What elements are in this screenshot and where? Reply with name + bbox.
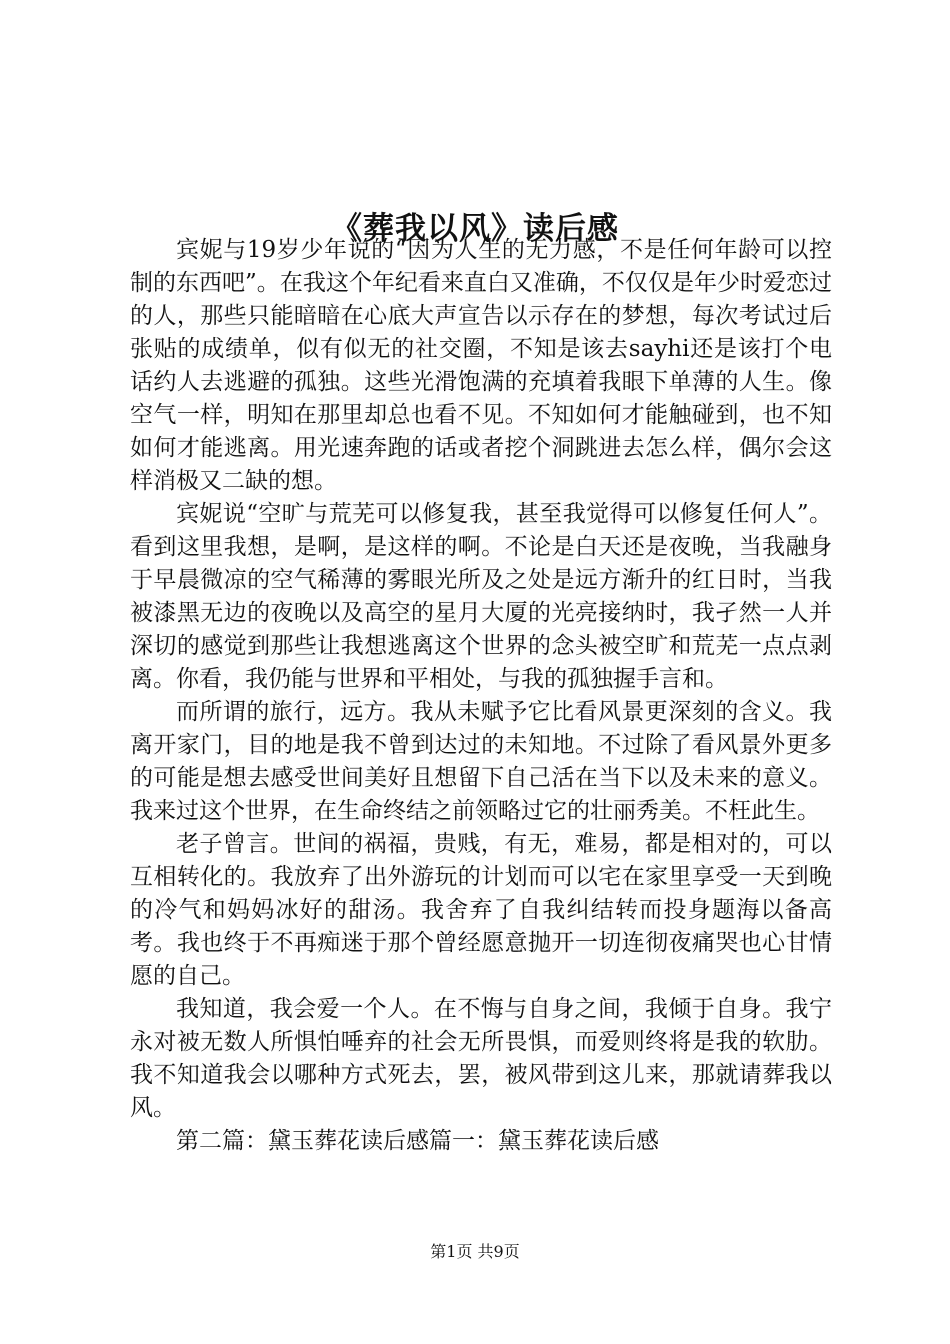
document-body: [130, 234, 832, 1158]
paragraph-4: 老子曾言。世间的祸福，贵贱，有无，难易，都是相对的，可以互相转化的。我放弃了出外游玩的计划而可以宅在家里享受一天到晚的冷气和妈妈冰好的甜汤。我舍弃了自我纠结转而投身题海以备高考。我也终于不再痴迷于那个曾经愿意抛开一切连彻夜痛哭也心甘情愿的自己。: [130, 831, 832, 989]
document-title: 《葬我以风》读后感: [331, 210, 619, 247]
next-section-heading: 第二篇：黛玉葬花读后感篇一：黛玉葬花读后感: [176, 1128, 659, 1154]
paragraph-5: 我知道，我会爱一个人。在不悔与自身之间，我倾于自身。我宁永对被无数人所惧怕唾弃的社会无所畏惧，而爱则终将是我的软肋。我不知道我会以哪种方式死去，罢，被风带到这儿来，那就请葬我以风。: [130, 996, 832, 1121]
paragraph-3: 而所谓的旅行，远方。我从未赋予它比看风景更深刻的含义。我离开家门，目的地是我不曾到达过的未知地。不过除了看风景外更多的可能是想去感受世间美好且想留下自己活在当下以及未来的意义。我来过这个世界，在生命终结之前领略过它的壮丽秀美。不枉此生。: [130, 699, 832, 824]
paragraph-2: 宾妮说“空旷与荒芜可以修复我，甚至我觉得可以修复任何人”。看到这里我想，是啊，是这样的啊。不论是白天还是夜晚，当我融身于早晨微凉的空气稀薄的雾眼光所及之处是远方渐升的红日时，当我被漆黑无边的夜晚以及高空的星月大厦的光亮接纳时，我孑然一人并深切的感觉到那些让我想逃离这个世界的念头被空旷和荒芜一点点剥离。你看，我仍能与世界和平相处，与我的孤独握手言和。: [130, 501, 832, 692]
paragraph-1: 宾妮与19岁少年说的“因为人生的无力感，不是任何年龄可以控制的东西吧”。在我这个年纪看来直白又准确，不仅仅是年少时爱恋过的人，那些只能暗暗在心底大声宣告以示存在的梦想，每次考试过后张贴的成绩单，似有似无的社交圈，不知是该去sayhi还是该打个电话约人去逃避的孤独。这些光滑饱满的充填着我眼下单薄的人生。像空气一样，明知在那里却总也看不见。不知如何才能触碰到，也不知如何才能逃离。用光速奔跑的话或者挖个洞跳进去怎么样，偶尔会这样消极又二缺的想。: [130, 237, 832, 494]
page-number-footer: 第1页 共9页: [430, 1242, 520, 1261]
